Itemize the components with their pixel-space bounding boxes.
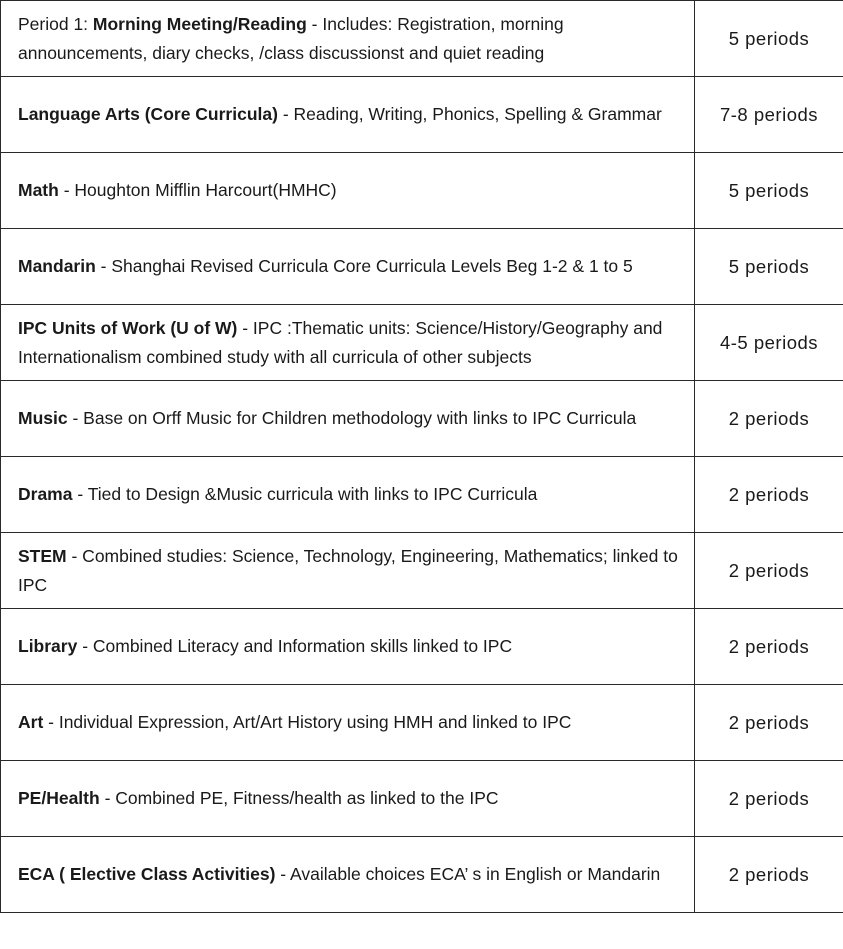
periods-cell: 2 periods xyxy=(695,685,843,761)
subject-description: - Combined Literacy and Information skills linked to IPC xyxy=(77,636,513,656)
subject-name: Math xyxy=(18,180,59,200)
subject-name: Language Arts (Core Curricula) xyxy=(18,104,278,124)
subject-name: Art xyxy=(18,712,44,732)
periods-cell: 4-5 periods xyxy=(695,305,843,381)
curriculum-table-body xyxy=(1,1,843,913)
subject-description: - Houghton Mifflin Harcourt(HMHC) xyxy=(58,180,337,200)
subject-name: Morning Meeting/Reading xyxy=(92,13,307,34)
subject-name: Drama xyxy=(18,484,73,504)
periods-cell: 7-8 periods xyxy=(695,77,843,153)
table-row xyxy=(1,685,843,761)
subject-description-cell xyxy=(1,533,695,609)
periods-cell: 2 periods xyxy=(695,381,843,457)
subject-description: - Individual Expression, Art/Art History using HMH and linked to IPC xyxy=(43,712,572,732)
periods-cell: 2 periods xyxy=(695,609,843,685)
periods-cell: 2 periods xyxy=(695,533,843,609)
periods-cell: 5 periods xyxy=(695,153,843,229)
table-row xyxy=(1,305,843,381)
subject-description: - Reading, Writing, Phonics, Spelling & Grammar xyxy=(277,104,662,124)
table-row xyxy=(1,609,843,685)
subject-description: - Base on Orff Music for Children methodology with links to IPC Curricula xyxy=(67,408,637,428)
subject-description: - Tied to Design &Music curricula with links to IPC Curricula xyxy=(72,484,538,504)
subject-description-cell xyxy=(1,305,695,381)
table-row xyxy=(1,457,843,533)
subject-description: - Available choices ECA’ s in English or Mandarin xyxy=(275,864,661,884)
subject-description-cell xyxy=(1,457,695,533)
subject-description: - Shanghai Revised Curricula Core Curricula Levels Beg 1-2 & 1 to 5 xyxy=(95,256,633,276)
subject-name: PE/Health xyxy=(18,788,100,808)
subject-description: - Combined PE, Fitness/health as linked to the IPC xyxy=(99,788,499,808)
table-row xyxy=(1,229,843,305)
subject-description: - IPC :Thematic units: Science/History/Geography and Internationalism combined study with all curricula of other subjects xyxy=(18,317,663,367)
subject-description-cell xyxy=(1,381,695,457)
subject-description: - Combined studies: Science, Technology, Engineering, Mathematics; linked to IPC xyxy=(18,545,678,595)
subject-description-cell xyxy=(1,153,695,229)
subject-description-cell xyxy=(1,229,695,305)
periods-cell: 2 periods xyxy=(695,761,843,837)
subject-name: ECA ( Elective Class Activities) xyxy=(18,864,276,884)
subject-description-cell xyxy=(1,761,695,837)
row-prefix: Period 1: xyxy=(18,13,93,34)
subject-description-cell xyxy=(1,837,695,913)
subject-name: Music xyxy=(18,408,68,428)
table-row xyxy=(1,1,843,77)
subject-description-cell xyxy=(1,77,695,153)
table-row xyxy=(1,533,843,609)
subject-name: Library xyxy=(18,636,78,656)
periods-cell: 2 periods xyxy=(695,457,843,533)
table-row xyxy=(1,153,843,229)
table-row xyxy=(1,77,843,153)
subject-description-cell xyxy=(1,685,695,761)
periods-cell: 5 periods xyxy=(695,229,843,305)
subject-name: STEM xyxy=(18,545,67,566)
subject-description-cell xyxy=(1,609,695,685)
table-row xyxy=(1,837,843,913)
subject-description-cell xyxy=(1,1,695,77)
periods-cell: 2 periods xyxy=(695,837,843,913)
periods-cell: 5 periods xyxy=(695,1,843,77)
table-row xyxy=(1,761,843,837)
table-row xyxy=(1,381,843,457)
subject-description: - Includes: Registration, morning announcements, diary checks, /class discussionst and quiet reading xyxy=(18,13,564,63)
subject-name: IPC Units of Work (U of W) xyxy=(18,317,238,338)
subject-name: Mandarin xyxy=(18,256,96,276)
